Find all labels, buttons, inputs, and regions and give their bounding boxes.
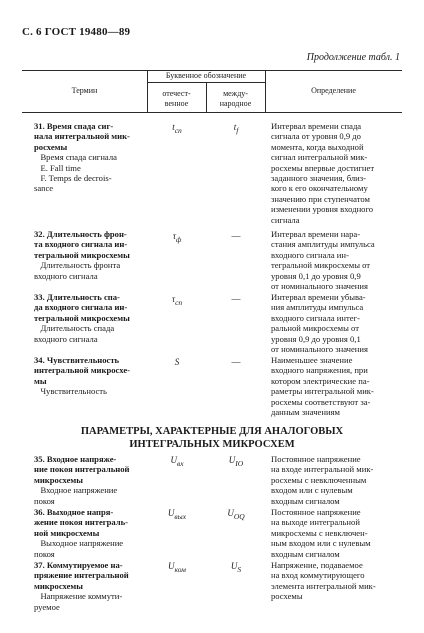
term-37: 37. Коммутируемое на- пряжение интегральной микросхемы Напряжение коммути- руемое	[34, 560, 129, 612]
header-international: между- народное	[219, 89, 252, 108]
symbol-international-37: $U_S$	[230, 561, 242, 574]
symbol-international-31: $t_f$	[233, 122, 239, 135]
header-definition: Определение	[311, 86, 356, 95]
definition-32: Интервал времени нара- стания амплитуды импульса входного сигнала ин- тегральной микросхемы от уровня 0,1 до уровня 0,9 от номинального значения	[271, 229, 375, 292]
table-header-bottom-rule	[22, 112, 402, 113]
term-35: 35. Входное напряже- ние покоя интегральной микросхемы Входное напряжение покоя	[34, 454, 130, 506]
header-symbols: Буквенное обозначение	[165, 71, 247, 80]
symbol-domestic-34: S	[174, 357, 180, 367]
definition-31: Интервал времени спада сигнала от уровня 0,9 до момента, когда выходной сигнал интегральной мик- росхемы впервые достигнет заданного значения, близ- кого к его окончательному значению при ступенчатом изменении уровня входного сигнала	[271, 121, 375, 225]
term-32: 32. Длительность фрон- та входного сигнала ин- тегральной микросхемы Длительность фронта входного сигнала	[34, 229, 130, 281]
symbol-international-35: $U_{IO}$	[228, 455, 244, 468]
header-domestic: отечест- венное	[162, 89, 191, 108]
symbol-domestic-35: $U_{вх}$	[170, 455, 184, 468]
definition-35: Постоянное напряжение на входе интегральной мик- росхемы с невключенным входом или с нулевым входным сигналом	[271, 454, 374, 506]
definition-33: Интервал времени убыва- ния амплитуды импульса входного сигнала интег- ральной микросхемы от уровня 0,9 до уровня 0,1 от номинального значения	[271, 292, 368, 355]
symbol-domestic-32: $\tau_ф$	[172, 231, 182, 244]
table-continuation-label: Продолжение табл. 1	[306, 52, 400, 63]
definition-34: Наименьшее значение входного напряжения, при котором электрические па- раметры интегральной мик- росхемы соответствуют за- данным значениям	[271, 355, 374, 418]
term-36: 36. Выходное напря- жение покоя интеграль- ной микросхемы Выходное напряжение покоя	[34, 507, 129, 559]
header-terms: Термин	[71, 86, 98, 95]
page-header: С. 6 ГОСТ 19480—89	[22, 26, 131, 38]
symbol-domestic-31: $t_{сп}$	[172, 122, 182, 135]
term-31: 31. Время спада сиг- нала интегральной мик- росхемы Время спада сигнала E. Fall time F. Temps de decrois- sance	[34, 121, 130, 194]
symbol-domestic-37: $U_{ком}$	[168, 561, 186, 574]
symbol-domestic-33: $\tau_{сп}$	[171, 294, 183, 307]
symbol-international-33: —	[231, 294, 241, 304]
symbol-domestic-36: $U_{вых}$	[167, 508, 187, 521]
symbol-international-34: —	[231, 357, 241, 367]
term-33: 33. Длительность спа- да входного сигнала ин- тегральной микросхемы Длительность спада входного сигнала	[34, 292, 130, 344]
definition-37: Напряжение, подаваемое на вход коммутирующего элемента интегральной мик- росхемы	[271, 560, 376, 602]
symbol-international-32: —	[231, 231, 241, 241]
term-34: 34. Чувствительность интегральной микросхе- мы Чувствительность	[34, 355, 130, 397]
symbol-international-36: $U_{OQ}$	[227, 508, 245, 521]
definition-36: Постоянное напряжение на выходе интегральной микросхемы с невключен- ным входом или с нулевым входным сигналом	[271, 507, 371, 559]
section-title: ПАРАМЕТРЫ, ХАРАКТЕРНЫЕ ДЛЯ АНАЛОГОВЫХ ИНТЕГРАЛЬНЫХ МИКРОСХЕМ	[80, 426, 344, 450]
